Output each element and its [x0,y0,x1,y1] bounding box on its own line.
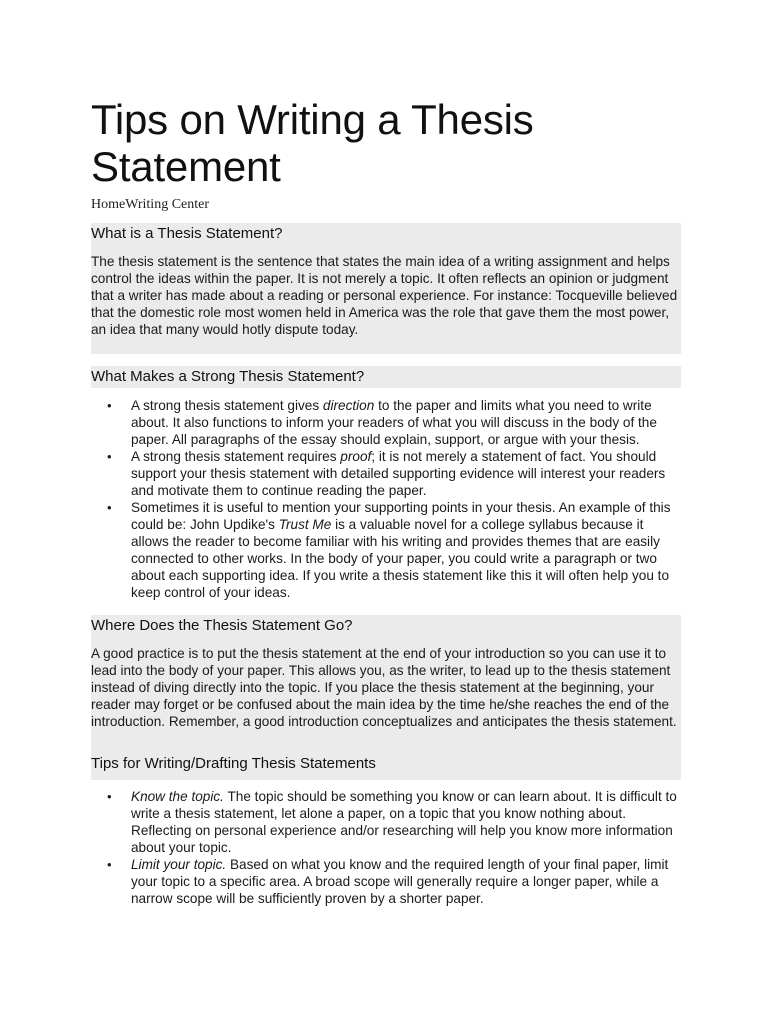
list-item: • Sometimes it is useful to mention your supporting points in your thesis. An example of this could be: John Updike's Trust Me is a valuable novel for a college syllabus because it allows the reader to become familiar with his writing and provides themes that are easily connected to other works. In the body of your paper, you could write a paragraph or two about each supporting idea. If you write a thesis statement like this it will often help you to keep control of your ideas. [131,499,681,601]
section-where-goes [91,615,681,746]
section-what-is [91,223,681,354]
section-paragraph-where-goes: A good practice is to put the thesis statement at the end of your introduction so you can use it to lead into the body of your paper. This allows you, as the writer, to lead up to the thesis statement instead of diving directly into the topic. If you place the thesis statement at the beginning, your reader may forget or be confused about the main idea by the time he/she reaches the end of the introduction. Remember, a good introduction conceptualizes and anticipates the thesis statement. [91,646,677,729]
list-item: • Know the topic. The topic should be something you know or can learn about. It is difficult to write a thesis statement, let alone a paper, on a topic that you know nothing about. Reflecting on personal experience and/or researching will help you know more information about your topic. [131,788,681,856]
bullet-list-strong-thesis [91,397,681,601]
list-item: • Limit your topic. Based on what you know and the required length of your final paper, limit your topic to a specific area. A broad scope will generally require a longer paper, while a narrow scope will be sufficiently proven by a shorter paper. [131,856,681,907]
section-heading-tips-drafting: Tips for Writing/Drafting Thesis Statements [91,746,681,780]
section-paragraph-what-is: The thesis statement is the sentence that states the main idea of a writing assignment and helps control the ideas within the paper. It is not merely a topic. It often reflects an opinion or judgment that a writer has made about a reading or personal experience. For instance: Tocqueville believed that the domestic role most women held in America was the role that gave them the most power, an idea that many would hotly dispute today. [91,254,678,337]
list-item: • A strong thesis statement requires proof; it is not merely a statement of fact. You should support your thesis statement with detailed supporting evidence will interest your readers and motivate them to continue reading the paper. [131,448,681,499]
breadcrumb[interactable]: HomeWriting Center [91,197,210,212]
page-title: Tips on Writing a Thesis Statement [91,96,534,190]
section-strong-thesis [91,366,681,601]
article [91,96,681,907]
list-item: • A strong thesis statement gives direction to the paper and limits what you need to write about. It also functions to inform your readers of what you will discuss in the body of the paper. All paragraphs of the essay should explain, support, or argue with your thesis. [131,397,681,448]
bullet-list-tips-drafting [91,788,681,907]
section-heading-strong-thesis: What Makes a Strong Thesis Statement? [91,366,681,388]
section-heading-where-goes: Where Does the Thesis Statement Go? [91,617,353,634]
section-tips-drafting [91,746,681,907]
section-heading-what-is: What is a Thesis Statement? [91,225,283,242]
